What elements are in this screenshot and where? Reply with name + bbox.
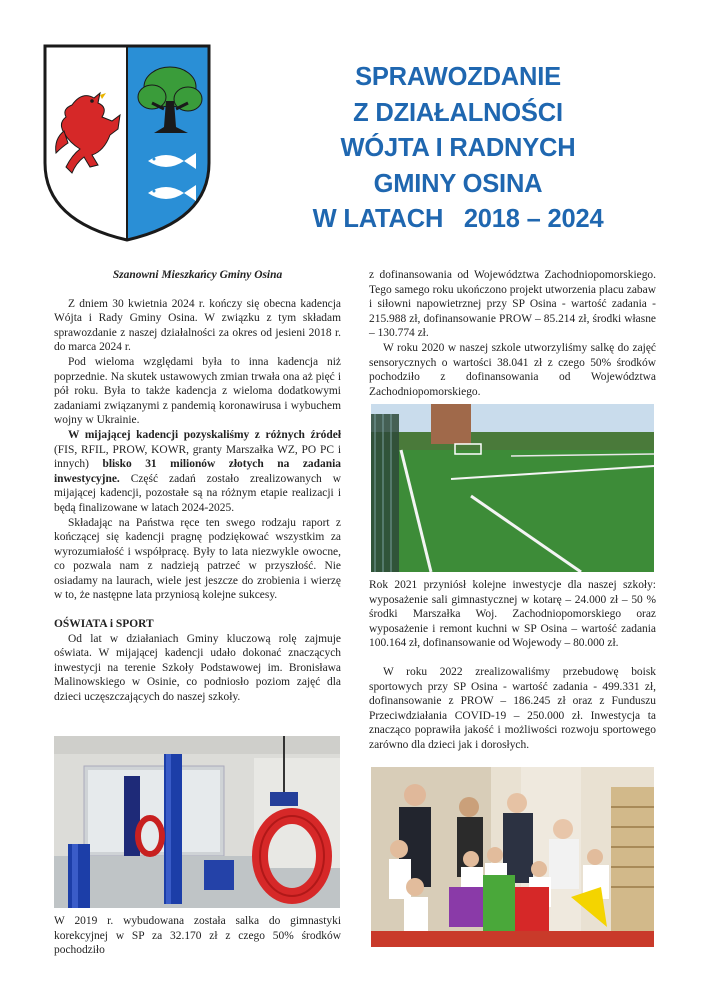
funding-sources: (FIS, RFIL, PROW, KOWR, granty Marszałka WZ, PO PC i innych) bbox=[54, 443, 341, 471]
caption-corrective-gym: W 2019 r. wybudowana została salka do gimnastyki korekcyjnej w SP za 32.170 zł z czego 50% środków pochodziło bbox=[54, 915, 341, 957]
paragraph-intro: Z dniem 30 kwietnia 2024 r. kończy się obecna kadencja Wójta i Rady Gminy Osina. W związku z tym składam sprawozdanie z naszej działalności za okres od jesieni 2018 r. do marca 2024 r. bbox=[54, 297, 341, 354]
funding-status: Część zadań zostało zrealizowanych w mijającej kadencji, pozostałe są na różnym etapie realizacji i będą finalizowane w latach 2024-2025. bbox=[54, 472, 341, 514]
paragraph-2022-pitches: W roku 2022 zrealizowaliśmy przebudowę boisk sportowych przy SP Osina - wartość zadania - 499.331 zł, dofinansowanie z PROW – 186.245 zł oraz z Funduszu Przeciwdziałania COVID-19 – 250.000 zł. Inwestycja ta znacząco poprawiła jakość i możliwości rozwoju sportowego zarówno dla dzieci jak i dorosłych. bbox=[369, 665, 656, 751]
photo-sports-pitch bbox=[371, 404, 654, 572]
title-line-4: GMINY OSINA bbox=[373, 169, 543, 198]
right-column-top bbox=[369, 268, 656, 399]
photo-corrective-gym bbox=[54, 736, 340, 908]
title-line-1: SPRAWOZDANIE bbox=[355, 63, 561, 91]
left-column bbox=[54, 268, 341, 705]
right-column-middle bbox=[369, 578, 656, 753]
photo-group-children bbox=[371, 767, 654, 947]
greeting: Szanowni Mieszkańcy Gminy Osina bbox=[112, 269, 283, 281]
page-title bbox=[258, 60, 658, 238]
title-line-3: WÓJTA I RADNYCH bbox=[340, 134, 576, 162]
paragraph-funding bbox=[54, 428, 341, 516]
funding-highlight-a: W mijającej kadencji pozyskaliśmy z różnych źródeł bbox=[68, 428, 341, 441]
paragraph-term: Pod wieloma względami była to inna kadencja niż poprzednie. Na skutek ustawowych zmian trwała ona aż pięć i pół roku. Była to także kadencja z wieloma dodatkowymi zadaniami związanymi z pandemią koronawirusa i wybuchem wojny w Ukrainie. bbox=[54, 355, 341, 427]
paragraph-playground: z dofinansowania od Województwa Zachodniopomorskiego. Tego samego roku ukończono projekt utworzenia placu zabaw i siłowni napowietrznej przy SP Osina - wartość zadania - 215.988 zł, dofinansowanie PROW – 85.214 zł, środki własne – 130.774 zł. bbox=[369, 269, 656, 340]
paragraph-2021-investments: Rok 2021 przyniósł kolejne inwestycje dla naszej szkoły: wyposażenie sali gimnastycznej w kotarę – 24.000 zł – 50 % środki Marszałka Woj. Zachodniopomorskiego oraz wyposażenie i remont kuchni w SP Osina – wartość zadania 100.164 zł, dofinansowanie od Wojewody – 80.000 zł. bbox=[369, 579, 656, 650]
title-line-2: Z DZIAŁALNOŚCI bbox=[353, 98, 563, 127]
paragraph-education: Od lat w działaniach Gminy kluczową rolę zajmuje oświata. W mijającej kadencji udało dokonać znaczących inwestycji na terenie Szkoły Podstawowej im. Bronisława Malinowskiego w Osinie, co podniosło poziom zajęć dla dzieci uczęszczających do naszej szkoły. bbox=[54, 632, 341, 704]
coat-of-arms bbox=[42, 43, 212, 243]
title-line-5: W LATACH 2018 – 2024 bbox=[312, 205, 604, 233]
paragraph-thanks: Składając na Państwa ręce ten swego rodzaju raport z kończącej się kadencji pragnę podziękować wszystkim za wyrozumiałość i współpracę. Były to lata niezwykle owocne, co pozwala nam z nadzieją patrzeć w przyszłość. Nie osiadamy na laurach, wiele jest jeszcze do zrobienia i wierzę w to, że następne lata przyniosą kolejne sukcesy. bbox=[54, 516, 341, 602]
paragraph-sensory-room: W roku 2020 w naszej szkole utworzyliśmy salkę do zajęć sensorycznych o wartości 38.041 zł z czego 50% środków pochodziło z dofinansowania od Województwa Zachodniopomorskiego. bbox=[369, 341, 656, 398]
funding-highlight-b: blisko 31 milionów złotych na zadania inwestycyjne. bbox=[54, 458, 341, 485]
section-title-education: OŚWIATA i SPORT bbox=[54, 618, 154, 631]
